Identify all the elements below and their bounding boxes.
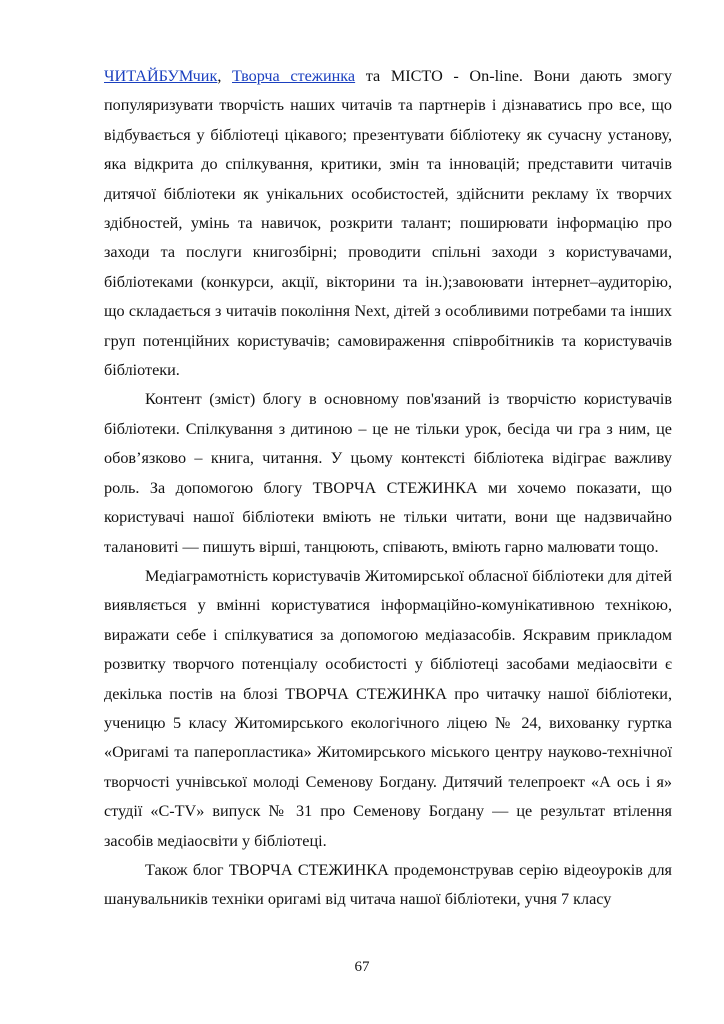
link-separator: , [217, 67, 232, 85]
paragraph-3: Медіаграмотність користувачів Житомирської обласної бібліотеки для дітей виявляється у вмінні користуватися інформаційно-комунікативною технікою, виражати себе і спілкуватися за допомогою медіазасобів. Яскравим прикладом розвитку творчого потенціалу особистості у бібліотеці засобами медіаосвіти є декілька постів на блозі ТВОРЧА СТЕЖИНКА про читачку нашої бібліотеки, ученицю 5 класу Житомирського екологічного ліцею № 24, вихованку гуртка «Оригамі та паперопластика» Житомирського міського центру науково-технічної творчості учнівської молоді Семенову Богдану. Дитячий телепроект «А ось і я» студії «С-TV» випуск № 31 про Семенову Богдану — це результат втілення засобів медіаосвіти у бібліотеці. [104, 566, 672, 850]
link-chytaibumchyk[interactable]: ЧИТАЙБУМчик [104, 67, 218, 85]
document-body [104, 62, 672, 915]
paragraph-4: Також блог ТВОРЧА СТЕЖИНКА продемонстрував серію відеоуроків для шанувальників техніки оригамі від читача нашої бібліотеки, учня 7 класу [104, 860, 672, 909]
paragraph-1-text: та МІСТО - On-line. Вони дають змогу популяризувати творчість наших читачів та партнерів і дізнаватись про все, що відбувається у бібліотеці цікавого; презентувати бібліотеку як сучасну установу, яка відкрита до спілкування, критики, змін та інновацій; представити читачів дитячої бібліотеки як унікальних особистостей, здійснити рекламу їх творчих здібностей, умінь та навичок, розкрити талант; поширювати інформацію про заходи та послуги книгозбірні; проводити спільні заходи з користувачами, бібліотеками (конкурси, акції, вікторини та ін.);завоювати інтернет–аудиторію, що складається з читачів покоління Next, дітей з особливими потребами та інших груп потенційних користувачів; самовираження співробітників та користувачів бібліотеки. [104, 67, 673, 380]
link-tvorcha-stezhynka[interactable]: Творча стежинка [232, 67, 356, 85]
paragraph-1 [104, 62, 672, 385]
paragraph-2: Контент (зміст) блогу в основному пов'язаний із творчістю користувачів бібліотеки. Спілкування з дитиною – це не тільки урок, бесіда чи гра з ним, це обов’язково – книга, читання. У цьому контексті бібліотека відіграє важливу роль. За допомогою блогу ТВОРЧА СТЕЖИНКА ми хочемо показати, що користувачі нашої бібліотеки вміють не тільки читати, вони ще надзвичайно талановиті — пишуть вірші, танцюють, співають, вміють гарно малювати тощо. [104, 390, 672, 556]
page-number: 67 [354, 959, 370, 975]
